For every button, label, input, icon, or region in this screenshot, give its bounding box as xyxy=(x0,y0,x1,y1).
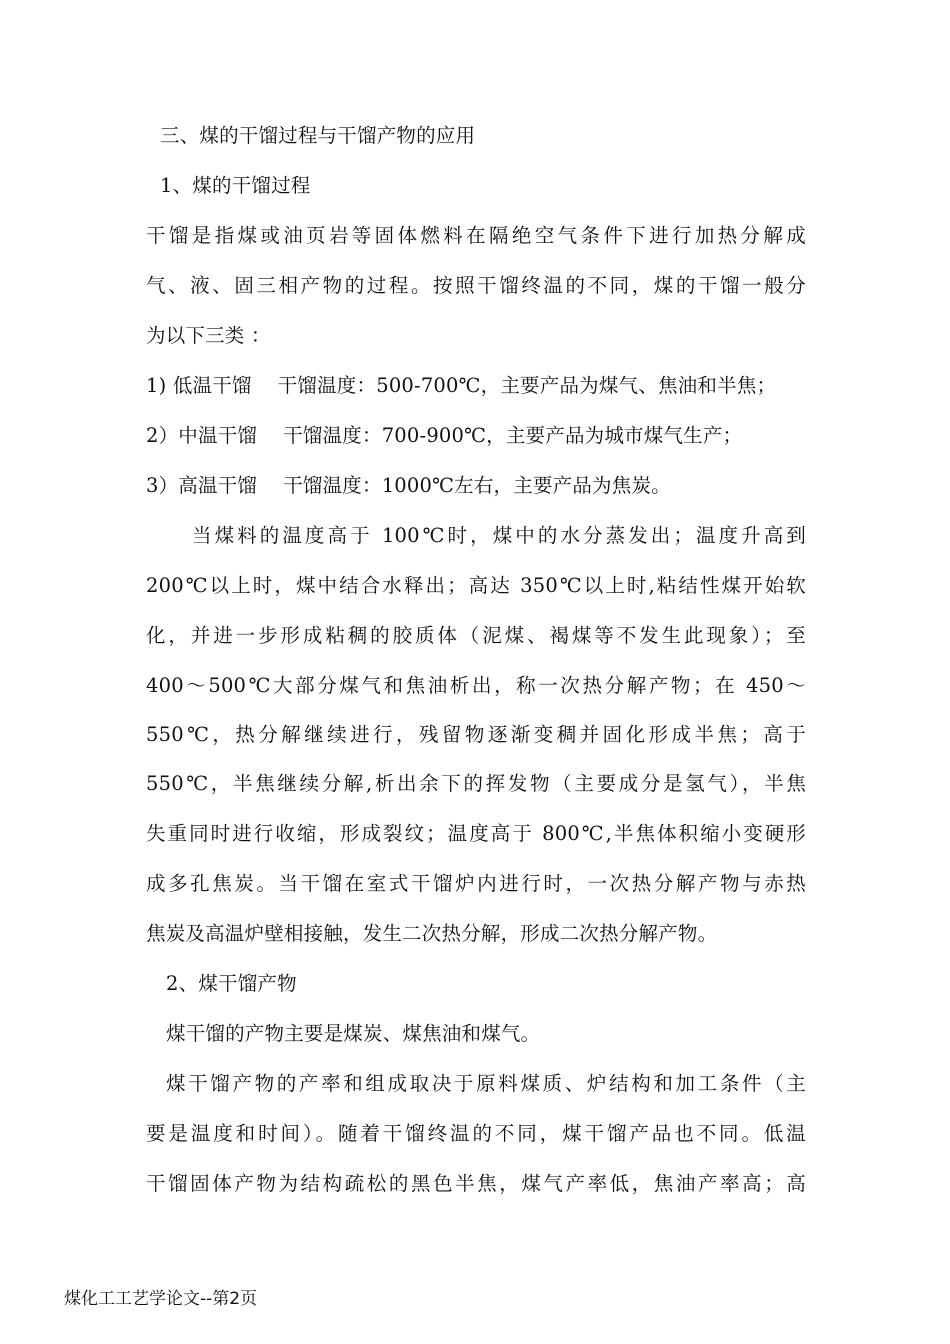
paragraph-line: 200℃以上时，煤中结合水释出；高达 350℃以上时,粘结性煤开始软 xyxy=(146,574,806,597)
paragraph-line: 当煤料的温度高于 100℃时，煤中的水分蒸发出；温度升高到 xyxy=(192,524,806,547)
paragraph-line: 400～500℃大部分煤气和焦油析出，称一次热分解产物；在 450～ xyxy=(146,674,806,697)
paragraph-line: 煤干馏产物的产率和组成取决于原料煤质、炉结构和加工条件（主 xyxy=(166,1072,806,1095)
list-item-low-temp: 1) 低温干馏 干馏温度：500-700℃，主要产品为煤气、焦油和半焦； xyxy=(146,374,777,397)
list-item-mid-temp: 2）中温干馏 干馏温度：700-900℃，主要产品为城市煤气生产； xyxy=(146,424,743,447)
paragraph-line: 气、液、固三相产物的过程。按照干馏终温的不同，煤的干馏一般分 xyxy=(146,274,806,297)
paragraph-line: 550℃，半焦继续分解,析出余下的挥发物（主要成分是氢气），半焦 xyxy=(146,772,806,795)
paragraph-line: 煤干馏的产物主要是煤炭、煤焦油和煤气。 xyxy=(166,1022,541,1045)
paragraph-line: 成多孔焦炭。当干馏在室式干馏炉内进行时，一次热分解产物与赤热 xyxy=(146,872,806,895)
paragraph-line: 为以下三类 ： xyxy=(146,324,271,347)
section-title: 三、煤的干馏过程与干馏产物的应用 xyxy=(160,124,476,147)
list-item-high-temp: 3）高温干馏 干馏温度：1000℃左右，主要产品为焦炭。 xyxy=(146,474,671,497)
page-footer: 煤化工工艺学论文--第2页 xyxy=(64,1289,258,1309)
subsection-title-products: 2、煤干馏产物 xyxy=(166,972,297,995)
paragraph-line: 550℃，热分解继续进行，残留物逐渐变稠并固化形成半焦；高于 xyxy=(146,723,806,746)
paragraph-line: 干馏是指煤或油页岩等固体燃料在隔绝空气条件下进行加热分解成 xyxy=(146,224,806,247)
paragraph-line: 焦炭及高温炉壁相接触，发生二次热分解，形成二次热分解产物。 xyxy=(146,922,718,945)
subsection-title-process: 1、煤的干馏过程 xyxy=(160,174,311,197)
paragraph-line: 要是温度和时间）。随着干馏终温的不同，煤干馏产品也不同。低温 xyxy=(146,1122,806,1145)
paragraph-line: 干馏固体产物为结构疏松的黑色半焦，煤气产率低，焦油产率高；高 xyxy=(146,1172,806,1195)
paragraph-line: 失重同时进行收缩，形成裂纹；温度高于 800℃,半焦体积缩小变硬形 xyxy=(146,822,806,845)
paragraph-line: 化，并进一步形成粘稠的胶质体（泥煤、褐煤等不发生此现象）；至 xyxy=(146,624,806,647)
